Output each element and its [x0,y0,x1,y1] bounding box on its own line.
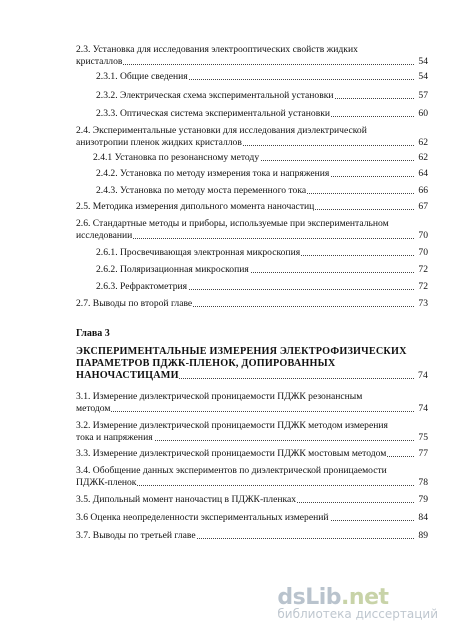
toc-entry-text: анизотропии пленок жидких кристаллов [76,137,242,148]
page-number: 89 [418,530,428,541]
toc-entry-last-line [93,152,428,164]
page-number: 57 [418,90,428,101]
toc-entry[interactable] [96,281,428,293]
watermark [277,585,438,621]
toc-entry-text: 2.3.1. Общие сведения [96,71,188,82]
page-number: 60 [418,108,428,119]
toc-entry-text: методом [76,403,111,414]
page-number: 54 [418,56,428,67]
toc-entry[interactable] [76,218,428,242]
toc-entry[interactable] [76,530,428,542]
toc-entry-text: 3.2. Измерение диэлектрической проницаемости ПДЖК методом измерения [76,420,388,431]
toc-entry-last-line [76,137,428,149]
toc-entry-text: 2.6. Стандартные методы и приборы, используемые при экспериментальном [76,218,389,229]
toc-entry[interactable] [76,420,428,444]
toc-entry-text: ПДЖК-пленок [76,477,137,488]
toc-entry-last-line [76,201,428,213]
toc-entry-last-line [96,281,428,293]
toc-entry-text: 3.7. Выводы по третьей главе [76,530,196,541]
toc-entry[interactable] [76,448,428,460]
toc-entry-last-line [76,530,428,542]
page-number: 66 [418,185,428,196]
toc-entry[interactable] [76,391,428,415]
toc-entry-last-line [76,403,428,415]
toc-entry-last-line [96,90,428,102]
toc-entry-text: 2.6.1. Просвечивающая электронная микроскопия [96,247,301,258]
page-number: 62 [418,152,428,163]
page-number: 84 [418,512,428,523]
toc-entry-line [76,125,428,137]
toc-entry-text: 3.1. Измерение диэлектрической проницаемости ПДЖК резонансным [76,391,363,402]
toc-entry-text: 2.4. Экспериментальные установки для исследования диэлектрической [76,125,367,136]
toc-entry-last-line [76,494,428,506]
toc-entry-text: 3.6 Оценка неопределенности экспериментальных измерений [76,512,329,523]
toc-entry-last-line [96,108,428,120]
page-number: 74 [418,403,428,414]
toc-entry-last-line [76,230,428,242]
toc-entry-text: кристаллов [76,56,123,67]
toc-entry-text: 3.4. Обобщение данных экспериментов по диэлектрической проницаемости [76,465,387,476]
toc-entry-text: тока и напряжения [76,432,153,443]
chapter-title-line: НАНОЧАСТИЦАМИ [76,370,179,381]
page-number: 74 [418,370,428,381]
toc-entry-text: 2.3.2. Электрическая схема экспериментальной установки [96,90,334,101]
page-number: 75 [418,432,428,443]
toc-entry-last-line [76,432,428,444]
toc-entry[interactable] [96,185,428,197]
toc-entry-text: 2.4.3. Установка по методу моста переменного тока [96,185,307,196]
page-number: 72 [418,281,428,292]
toc-entry-line [76,391,428,403]
toc-entry[interactable] [76,44,428,68]
page-number: 67 [418,201,428,212]
page-number: 79 [418,494,428,505]
toc-entry-line [76,44,428,56]
toc-entry-line [76,420,428,432]
dot-leader [76,64,414,65]
watermark-logo: dsLib.net [277,585,389,610]
page-number: 54 [418,71,428,82]
toc-entry-text: 2.3. Установка для исследования электрооптических свойств жидких [76,44,358,55]
toc-entry-last-line [76,512,428,524]
toc-entry-text: 2.6.2. Поляризационная микроскопия [96,264,249,275]
chapter-title [76,346,428,382]
page-number: 70 [418,230,428,241]
toc-entry-last-line [96,264,428,276]
toc-entry[interactable] [96,71,428,83]
toc-entry-text: 2.5. Методика измерения дипольного момента наночастиц [76,201,315,212]
toc-entry-text: 3.5. Дипольный момент наночастиц в ПДЖК-пленках [76,494,297,505]
toc-entry[interactable] [76,298,428,310]
toc-entry-last-line [76,448,428,460]
toc-entry[interactable] [96,247,428,259]
chapter-title-line: ПАРАМЕТРОВ ПДЖК-ПЛЕНОК, ДОПИРОВАННЫХ [76,358,336,369]
toc-entry-last-line [96,71,428,83]
toc-entry[interactable] [76,125,428,149]
toc-entry[interactable] [76,201,428,213]
toc-entry-line [76,218,428,230]
toc-entry-last-line [96,247,428,259]
dot-leader [76,411,414,412]
page-number: 64 [418,168,428,179]
page-number: 78 [418,477,428,488]
toc-entry-text: 2.6.3. Рефрактометрия [96,281,188,292]
toc-entry-text: 2.4.2. Установка по методу измерения тока и напряжения [96,168,330,179]
toc-entry-text: 3.3. Измерение диэлектрической проницаемости ПДЖК мостовым методом [76,448,387,459]
toc-entry-text: 2.7. Выводы по второй главе [76,298,193,309]
toc-entry[interactable] [96,264,428,276]
toc-entry[interactable] [93,152,428,164]
toc-entry-last-line [96,168,428,180]
toc-entry-last-line [96,185,428,197]
chapter-title-line: ЭКСПЕРИМЕНТАЛЬНЫЕ ИЗМЕРЕНИЯ ЭЛЕКТРОФИЗИЧЕСКИХ [76,346,407,357]
toc-entry-last-line [76,56,428,68]
chapter-label: Глава 3 [76,328,110,339]
chapter-title-last-line [76,370,428,382]
toc-entry-last-line [76,298,428,310]
toc-entry[interactable] [96,108,428,120]
toc-entry-last-line [76,477,428,489]
toc-entry-text: 2.4.1 Установка по резонансному методу [93,152,260,163]
toc-entry-line [76,465,428,477]
toc-entry-text: 2.3.3. Оптическая система экспериментальной установки [96,108,331,119]
toc-entry-text: исследовании [76,230,133,241]
page-number: 73 [418,298,428,309]
page-number: 77 [418,448,428,459]
toc-entry[interactable] [76,494,428,506]
toc-entry[interactable] [96,90,428,102]
toc-entry[interactable] [96,168,428,180]
page-number: 72 [418,264,428,275]
toc-entry[interactable] [76,512,428,524]
watermark-subtitle: библиотека диссертаций [277,607,438,621]
toc-entry[interactable] [76,465,428,489]
page-number: 62 [418,137,428,148]
page-number: 70 [418,247,428,258]
